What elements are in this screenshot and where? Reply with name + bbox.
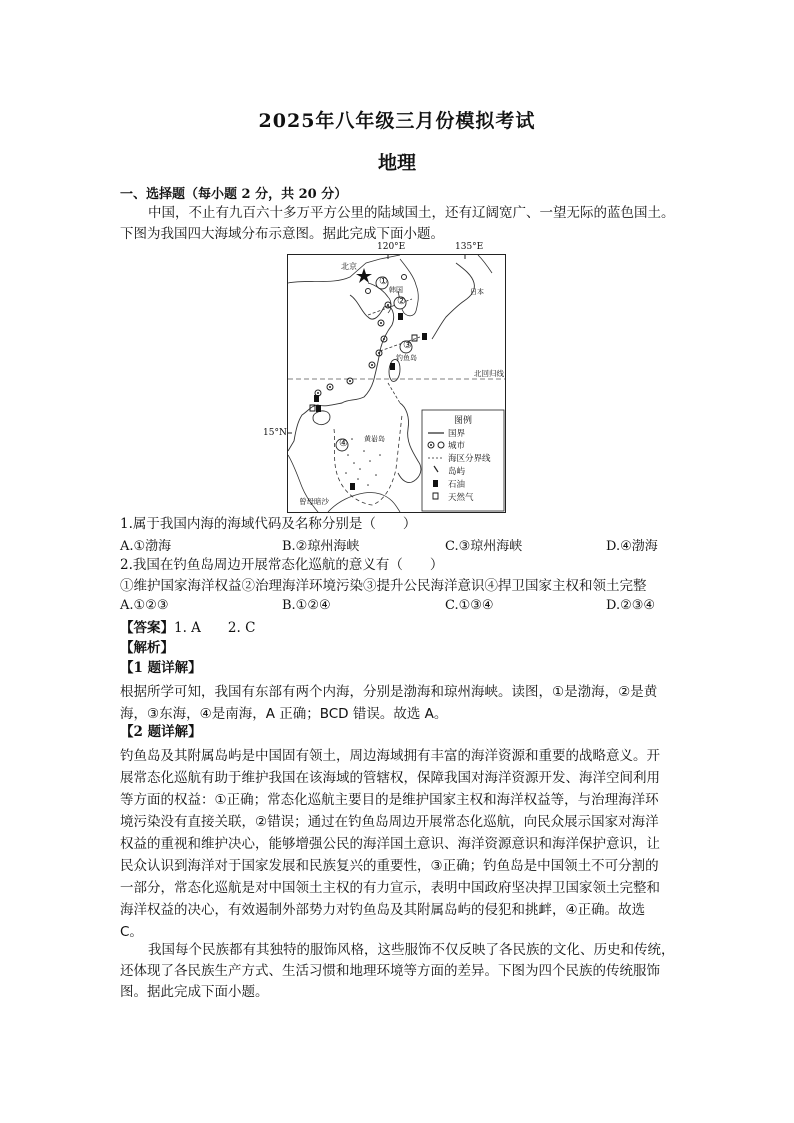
label-beijing: 北京: [341, 262, 357, 271]
q2-stem: 2.我国在钓鱼岛周边开展常态化巡航的意义有（ ）: [120, 557, 444, 573]
detail2-line-2: 展常态化巡航有助于维护我国在该海域的管辖权，保障我国对海洋资源开发、海洋空间利用: [120, 770, 660, 786]
detail2-line-9: C。: [120, 924, 143, 940]
map-lon-120: 120°E: [377, 242, 406, 252]
detail2-line-8: 海洋权益的决心，有效遏制外部势力对钓鱼岛及其附属岛屿的侵犯和挑衅，④正确。故选: [120, 902, 646, 918]
q1-option-b: B.②琼州海峡: [282, 539, 360, 554]
subject-title: 地理: [377, 152, 416, 174]
intro-line-2: 下图为我国四大海域分布示意图。据此完成下面小题。: [120, 226, 444, 242]
sea-1-marker: ①: [379, 276, 388, 287]
sea-area-map: [287, 254, 506, 513]
q2-option-d: D.②③④: [606, 598, 656, 613]
intro-line-1: 中国，不止有九百六十多万平方公里的陆域国土，还有辽阔宽广、一望无际的蓝色国土。: [148, 205, 675, 221]
detail2-line-7: 一部分，常态化巡航是对中国领土主权的有力宣示，表明中国政府坚决捍卫国家领土完整和: [120, 880, 660, 896]
legend-gas: 天然气: [448, 493, 474, 503]
q1-option-d: D.④渤海: [606, 539, 658, 554]
detail2-line-6: 民众认识到海洋对于国家发展和民族复兴的重要性，③正确；钓鱼岛是中国领土不可分割的: [120, 858, 659, 874]
answer-row: [120, 618, 255, 639]
detail1-line-2: 海，③东海，④是南海，A 正确；BCD 错误。故选 A。: [120, 706, 448, 722]
detail2-line-4: 境污染没有直接关联，②错误；通过在钓鱼岛周边开展常态化巡航，向民众展示国家对海洋: [120, 814, 659, 830]
next-intro-line-3: 图。据此完成下面小题。: [120, 984, 269, 1000]
label-tropic: 北回归线: [474, 369, 504, 378]
sea-2-marker: ②: [397, 296, 406, 307]
label-korea: 韩国: [389, 286, 403, 294]
sea-3-marker: ③: [403, 340, 412, 351]
q2-statements: ①维护国家海洋权益②治理海洋环境污染③提升公民海洋意识④捍卫国家主权和领土完整: [120, 578, 647, 594]
legend-sea-boundary: 海区分界线: [448, 454, 491, 464]
detail2-line-1: 钓鱼岛及其附属岛屿是中国固有领土，周边海域拥有丰富的海洋资源和重要的战略意义。开: [120, 748, 660, 764]
detail2-line-3: 等方面的权益：①正确；常态化巡航主要目的是维护国家主权和海洋权益等，与治理海洋环: [120, 792, 659, 808]
legend-oil: 石油: [448, 480, 466, 490]
detail2-line-5: 权益的重视和维护决心，能够增强公民的海洋国土意识、海洋资源意识和海洋保护意识，让: [120, 836, 660, 852]
label-diaoyu: 钓鱼岛: [396, 354, 417, 362]
exam-title: 2025年八年级三月份模拟考试: [258, 110, 536, 132]
label-huangyan: 黄岩岛: [364, 435, 385, 443]
sea-4-marker: ④: [339, 438, 348, 449]
q1-stem: 1.属于我国内海的海域代码及名称分别是（ ）: [120, 516, 417, 532]
q1-option-c: C.③琼州海峡: [445, 539, 523, 554]
legend-island: 岛屿: [448, 467, 466, 477]
legend-title: 图例: [454, 416, 473, 426]
q1-option-a: A.①渤海: [120, 539, 172, 554]
legend-border: 国界: [448, 429, 466, 439]
answer-label: 【答案】: [120, 620, 174, 636]
next-intro-line-1: 我国每个民族都有其独特的服饰风格，这些服饰不仅反映了各民族的文化、历史和传统，: [148, 942, 675, 958]
label-zengmu: 曾母暗沙: [299, 497, 329, 506]
map-lat-15: 15°N: [263, 428, 287, 438]
map-lon-135: 135°E: [455, 242, 484, 252]
answer-text: 1. A 2. C: [174, 620, 256, 636]
q2-option-c: C.①③④: [445, 598, 494, 613]
detail2-label: 【2 题详解】: [120, 724, 202, 740]
next-intro-line-2: 还体现了各民族生产方式、生活习惯和地理环境等方面的差异。下图为四个民族的传统服饰: [120, 963, 660, 979]
q2-option-a: A.①②③: [120, 598, 169, 613]
legend-city: 城市: [448, 441, 466, 451]
section-heading: 一、选择题（每小题 2 分，共 20 分）: [120, 187, 348, 202]
detail1-line-1: 根据所学可知，我国有东部有两个内海，分别是渤海和琼州海峡。读图，①是渤海，②是黄: [120, 684, 658, 700]
detail1-label: 【1 题详解】: [120, 660, 202, 676]
label-japan: 日本: [470, 288, 484, 296]
analysis-label: 【解析】: [120, 640, 174, 656]
q2-option-b: B.①②④: [282, 598, 331, 613]
